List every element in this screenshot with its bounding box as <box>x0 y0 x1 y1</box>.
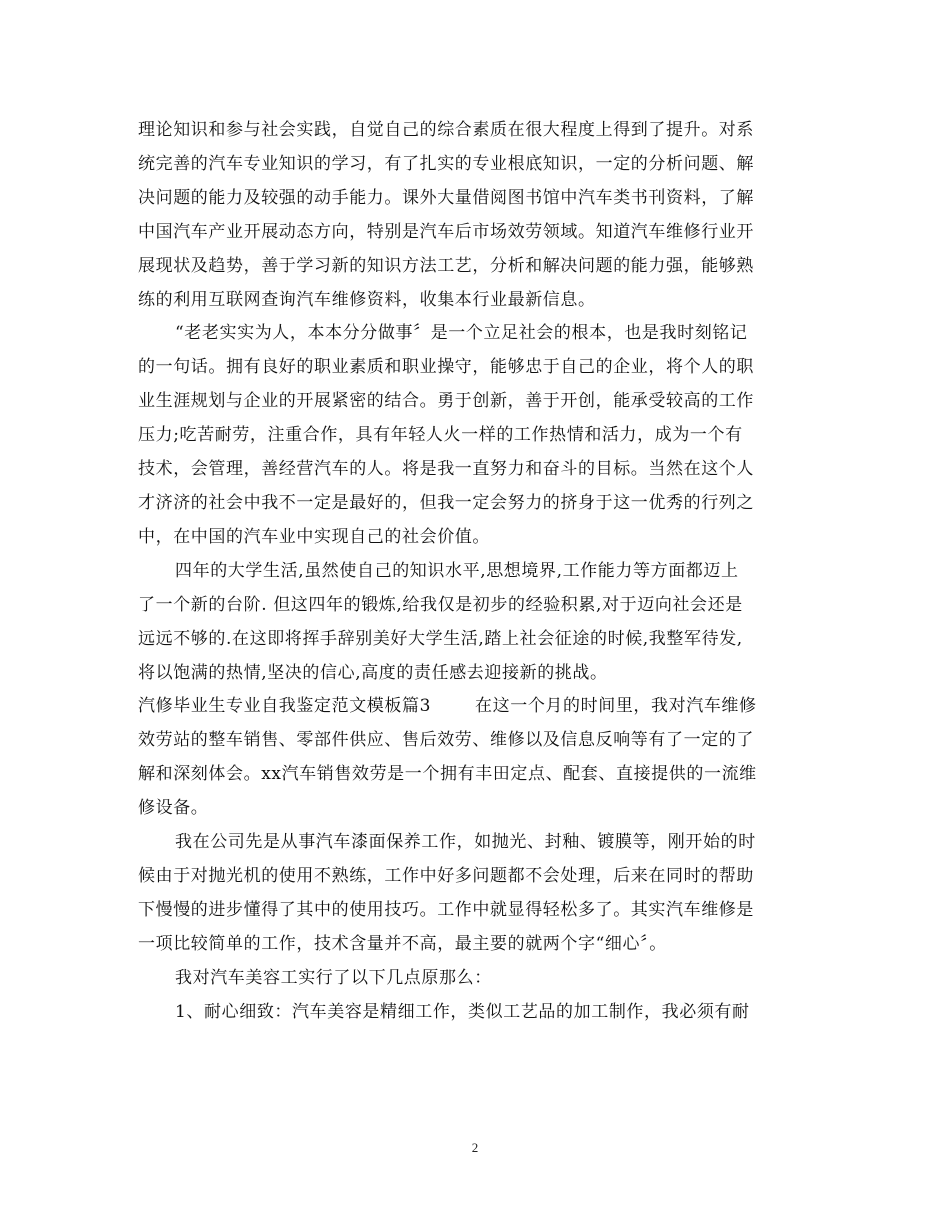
text-line: 一项比较简单的工作，技术含量并不高，最主要的就两个字“细心〞。 <box>138 933 667 954</box>
paragraph-5 <box>138 826 818 962</box>
paragraph-1 <box>138 114 818 317</box>
text-line: 解和深刻体会。xx汽车销售效劳是一个拥有丰田定点、配套、直接提供的一流维 <box>138 764 757 785</box>
page-number: 2 <box>471 1140 479 1155</box>
text-line: 了一个新的台阶. 但这四年的锻炼,给我仅是初步的经验积累,对于迈向社会还是 <box>138 594 743 615</box>
text-line: 的一句话。拥有良好的职业素质和职业操守，能够忠于自己的企业，将个人的职 <box>138 357 754 378</box>
text-line: 中国汽车产业开展动态方向，特别是汽车后市场效劳领域。知道汽车维修行业开 <box>138 221 754 242</box>
paragraph-3 <box>138 555 818 691</box>
text-line: “老老实实为人，本本分分做事〞是一个立足社会的根本，也是我时刻铭记 <box>175 323 748 344</box>
text-line: 我在公司先是从事汽车漆面保养工作，如抛光、封釉、镀膜等，刚开始的时 <box>175 832 756 853</box>
text-line: 技术，会管理，善经营汽车的人。将是我一直努力和奋斗的目标。当然在这个人 <box>138 459 754 480</box>
text-line: 理论知识和参与社会实践，自觉自己的综合素质在很大程度上得到了提升。对系 <box>138 120 754 140</box>
text-line: 才济济的社会中我不一定是最好的，但我一定会努力的挤身于这一优秀的行列之 <box>138 492 754 513</box>
text-line <box>138 690 818 724</box>
text-line: 练的利用互联网查询汽车维修资料，收集本行业最新信息。 <box>138 289 596 310</box>
text-line: 远远不够的.在这即将挥手辞别美好大学生活,踏上社会征途的时候,我整军待发, <box>138 628 743 649</box>
paragraph-6 <box>138 962 818 996</box>
text-line: 决问题的能力及较强的动手能力。课外大量借阅图书馆中汽车类书刊资料，了解 <box>138 187 754 208</box>
section-heading: 汽修毕业生专业自我鉴定范文模板篇3 <box>138 696 432 717</box>
text-line: 我对汽车美容工实行了以下几点原那么： <box>175 967 492 988</box>
paragraph-4 <box>138 690 818 826</box>
text-line: 展现状及趋势，善于学习新的知识方法工艺，分析和解决问题的能力强，能够熟 <box>138 255 754 276</box>
text-line: 统完善的汽车专业知识的学习，有了扎实的专业根底知识，一定的分析问题、解 <box>138 153 754 174</box>
text-line: 候由于对抛光机的使用不熟练，工作中好多问题都不会处理，后来在同时的帮助 <box>138 865 754 886</box>
text-line: 修设备。 <box>138 798 209 819</box>
text-line: 将以饱满的热情,坚决的信心,高度的责任感去迎接新的挑战。 <box>138 662 608 683</box>
paragraph-2 <box>138 317 818 554</box>
paragraph-7 <box>138 996 818 1030</box>
text-line: 四年的大学生活,虽然使自己的知识水平,思想境界,工作能力等方面都迈上 <box>175 560 739 581</box>
text-line: 效劳站的整车销售、零部件供应、售后效劳、维修以及信息反响等有了一定的了 <box>138 730 754 751</box>
text-line: 1、耐心细致：汽车美容是精细工作，类似工艺品的加工制作，我必须有耐 <box>175 1001 750 1022</box>
text-line: 下慢慢的进步懂得了其中的使用技巧。工作中就显得轻松多了。其实汽车维修是 <box>138 899 754 920</box>
text-line: 业生涯规划与企业的开展紧密的结合。勇于创新，善于开创，能承受较高的工作 <box>138 391 754 412</box>
text-line: 压力;吃苦耐劳，注重合作，具有年轻人火一样的工作热情和活力，成为一个有 <box>138 425 743 446</box>
document-body <box>138 114 818 1029</box>
text-line: 中，在中国的汽车业中实现自己的社会价值。 <box>138 526 490 547</box>
heading-line-text: 在这一个月的时间里，我对汽车维修 <box>475 696 757 717</box>
